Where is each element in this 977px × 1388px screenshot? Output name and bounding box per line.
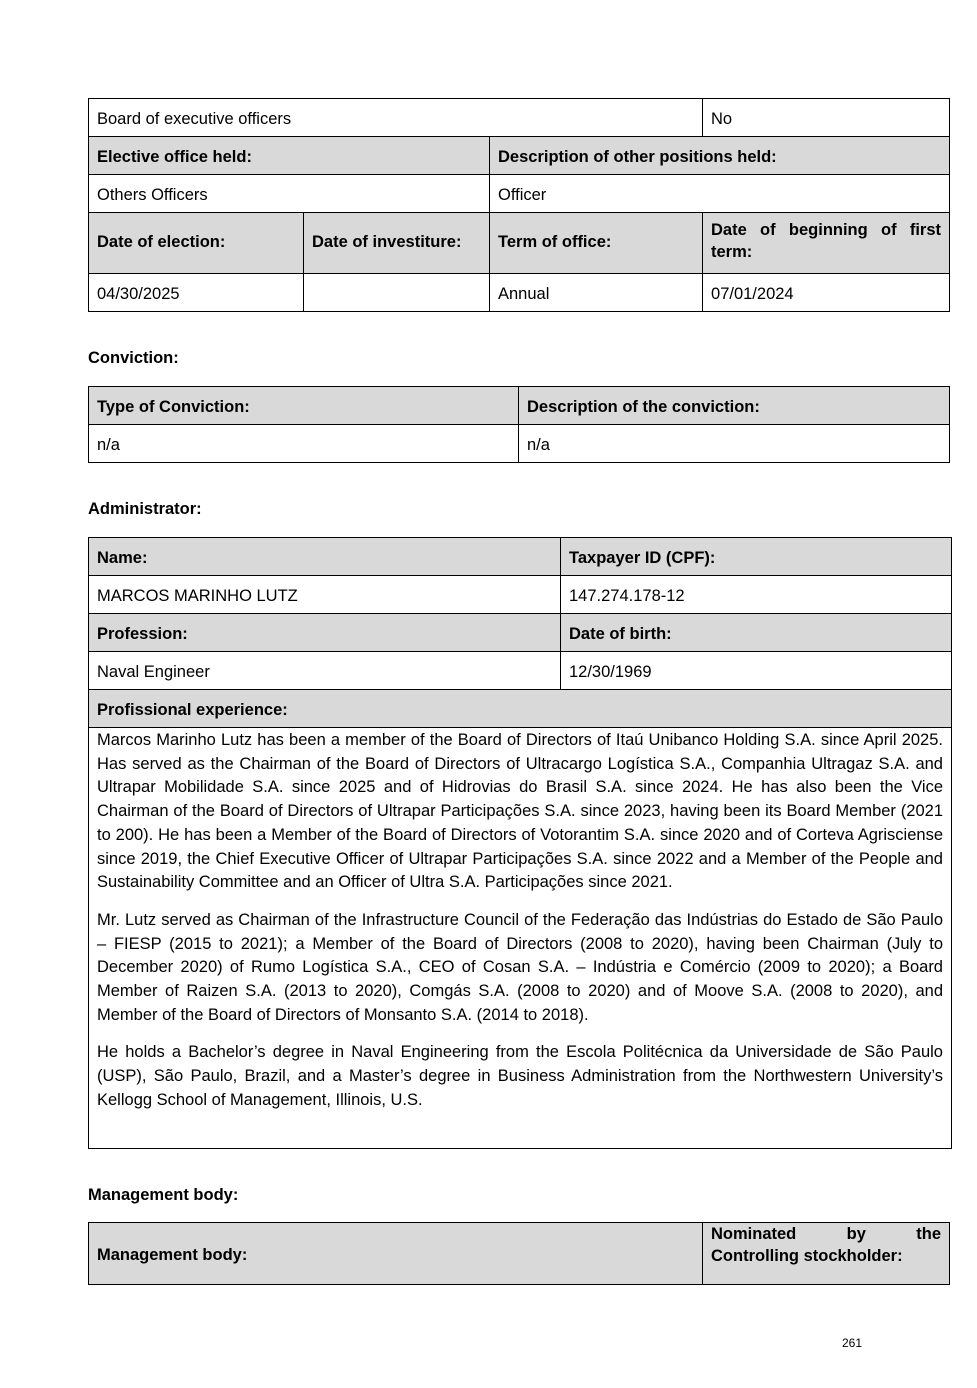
date-investiture-header: Date of investiture: bbox=[304, 213, 490, 274]
experience-paragraph: Mr. Lutz served as Chairman of the Infrastructure Council of the Federação das Indústrias do Estado de São Paulo – FIESP (2015 to 2021); a Member of the Board of Directors (2008 to 2020), having been Chairman (July to December 2020) of Rumo Logística S.A., CEO of Cosan S.A. – Indústria e Comércio (2009 to 2020); a Board Member of Raizen S.A. (2013 to 2020), Comgás S.A. (2008 to 2020) and of Moove S.A. (2008 to 2020), and Member of the Board of Directors of Monsanto S.A. (2014 to 2018). bbox=[97, 910, 943, 1024]
conviction-description-value: n/a bbox=[519, 425, 950, 463]
cpf-header: Taxpayer ID (CPF): bbox=[561, 538, 952, 576]
conviction-type-header: Type of Conviction: bbox=[89, 387, 519, 425]
profession-header: Profession: bbox=[89, 614, 561, 652]
birth-header: Date of birth: bbox=[561, 614, 952, 652]
birth-value: 12/30/1969 bbox=[561, 652, 952, 690]
board-value: No bbox=[703, 99, 950, 137]
experience-paragraph: He holds a Bachelor’s degree in Naval Engineering from the Escola Politécnica da Universidade de São Paulo (USP), São Paulo, Brazil, and a Master’s degree in Business Administration from the Northwestern University’s Kellogg School of Management, Illinois, U.S. bbox=[97, 1043, 943, 1109]
management-table bbox=[88, 1222, 950, 1285]
elective-office-header: Elective office held: bbox=[89, 137, 490, 175]
experience-header: Profissional experience: bbox=[89, 690, 952, 728]
other-positions-header: Description of other positions held: bbox=[490, 137, 950, 175]
date-investiture-value bbox=[304, 274, 490, 312]
date-election-value: 04/30/2025 bbox=[89, 274, 304, 312]
management-body-header: Management body: bbox=[89, 1223, 703, 1285]
conviction-type-value: n/a bbox=[89, 425, 519, 463]
other-positions-value: Officer bbox=[490, 175, 950, 213]
experience-paragraph: Marcos Marinho Lutz has been a member of the Board of Directors of Itaú Unibanco Holding S.A. since April 2025. Has served as the Chairman of the Board of Directors of Ultracargo Logística S.A., Companhia Ultragaz S.A. and Ultrapar Mobilidade S.A. since 2025 and of Hidrovias do Brasil S.A. since 2024. He has also been the Vice Chairman of the Board of Directors of Ultrapar Participações S.A. since 2023, having been its Board Member (2021 to 200). He has been a Member of the Board of Directors of Votorantim S.A. since 2020 and of Corteva Agrisciense since 2019, the Chief Executive Officer of Ultrapar Participações S.A. since 2022 and a Member of the People and Sustainability Committee and an Officer of Ultra S.A. Participações since 2021. bbox=[97, 731, 943, 892]
experience-text bbox=[89, 728, 952, 1149]
profession-value: Naval Engineer bbox=[89, 652, 561, 690]
term-value: Annual bbox=[490, 274, 703, 312]
nominated-header: Nominated by the Controlling stockholder: bbox=[703, 1223, 950, 1285]
first-term-value: 07/01/2024 bbox=[703, 274, 950, 312]
conviction-description-header: Description of the conviction: bbox=[519, 387, 950, 425]
elective-office-value: Others Officers bbox=[89, 175, 490, 213]
administrator-title: Administrator: bbox=[88, 500, 202, 518]
conviction-title: Conviction: bbox=[88, 349, 179, 367]
conviction-table bbox=[88, 386, 950, 463]
page-number: 261 bbox=[842, 1336, 863, 1350]
first-term-header: Date of beginning of first term: bbox=[703, 213, 950, 274]
name-header: Name: bbox=[89, 538, 561, 576]
management-title: Management body: bbox=[88, 1186, 239, 1204]
administrator-table bbox=[88, 537, 952, 1149]
board-label: Board of executive officers bbox=[89, 99, 703, 137]
name-value: MARCOS MARINHO LUTZ bbox=[89, 576, 561, 614]
officer-table bbox=[88, 98, 950, 312]
term-header: Term of office: bbox=[490, 213, 703, 274]
date-election-header: Date of election: bbox=[89, 213, 304, 274]
cpf-value: 147.274.178-12 bbox=[561, 576, 952, 614]
